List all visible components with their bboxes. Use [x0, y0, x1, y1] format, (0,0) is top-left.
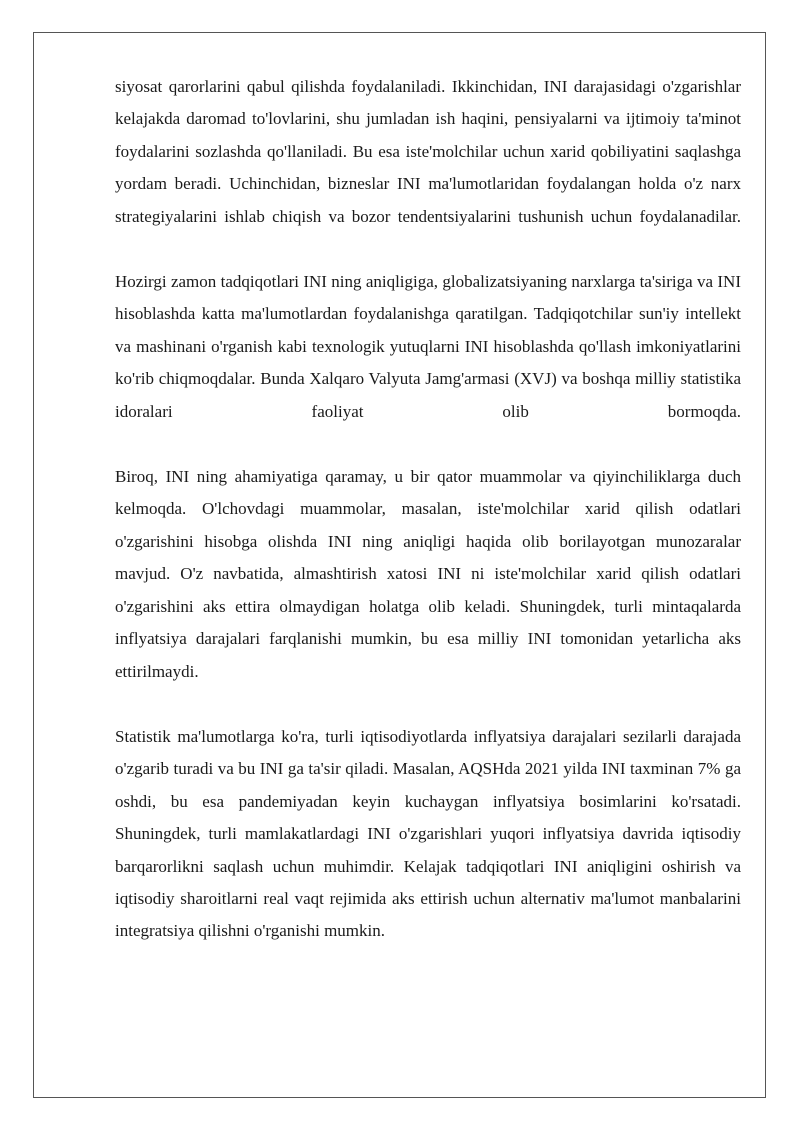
document-body	[115, 71, 741, 948]
paragraph-3: Biroq, INI ning ahamiyatiga qaramay, u bir qator muammolar va qiyinchiliklarga duch kelmoqda. O'lchovdagi muammolar, masalan, iste'molchilar xarid qilish odatlari o'zgarishini hisobga olishda INI ning aniqligi haqida olib borilayotgan munozaralar mavjud. O'z navbatida, almashtirish xatosi INI ni iste'molchilar xarid qilish odatlari o'zgarishini aks ettira olmaydigan holatga olib keladi. Shuningdek, turli mintaqalarda inflyatsiya darajalari farqlanishi mumkin, bu esa milliy INI tomonidan yetarlicha aks ettirilmaydi.	[115, 467, 741, 681]
paragraph-2: Hozirgi zamon tadqiqotlari INI ning aniqligiga, globalizatsiyaning narxlarga ta'siriga va INI hisoblashda katta ma'lumotlardan foydalanishga qaratilgan. Tadqiqotchilar sun'iy intellekt va mashinani o'rganish kabi texnologik yutuqlarni INI hisoblashda qo'llash imkoniyatlarini ko'rib chiqmoqdalar. Bunda Xalqaro Valyuta Jamg'armasi (XVJ) va boshqa milliy statistika idoralari faoliyat olib bormoqda.	[115, 272, 741, 421]
paragraph-1: siyosat qarorlarini qabul qilishda foydalaniladi. Ikkinchidan, INI darajasidagi o'zgarishlar kelajakda daromad to'lovlarini, shu jumladan ish haqini, pensiyalarni va ijtimoiy ta'minot foydalarini sozlashda qo'llaniladi. Bu esa iste'molchilar uchun xarid qobiliyatini saqlashga yordam beradi. Uchinchidan, bizneslar INI ma'lumotlaridan foydalangan holda o'z narx strategiyalarini ishlab chiqish va bozor tendentsiyalarini tushunish uchun foydalanadilar.	[115, 77, 741, 226]
paragraph-4: Statistik ma'lumotlarga ko'ra, turli iqtisodiyotlarda inflyatsiya darajalari sezilarli darajada o'zgarib turadi va bu INI ga ta'sir qiladi. Masalan, AQSHda 2021 yilda INI taxminan 7% ga oshdi, bu esa pandemiyadan keyin kuchaygan inflyatsiya bosimlarini ko'rsatadi. Shuningdek, turli mamlakatlardagi INI o'zgarishlari yuqori inflyatsiya davrida iqtisodiy barqarorlikni saqlash uchun muhimdir. Kelajak tadqiqotlari INI aniqligini oshirish va iqtisodiy sharoitlarni real vaqt rejimida aks ettirish uchun alternativ ma'lumot manbalarini integratsiya qilishni o'rganishi mumkin.	[115, 726, 741, 941]
